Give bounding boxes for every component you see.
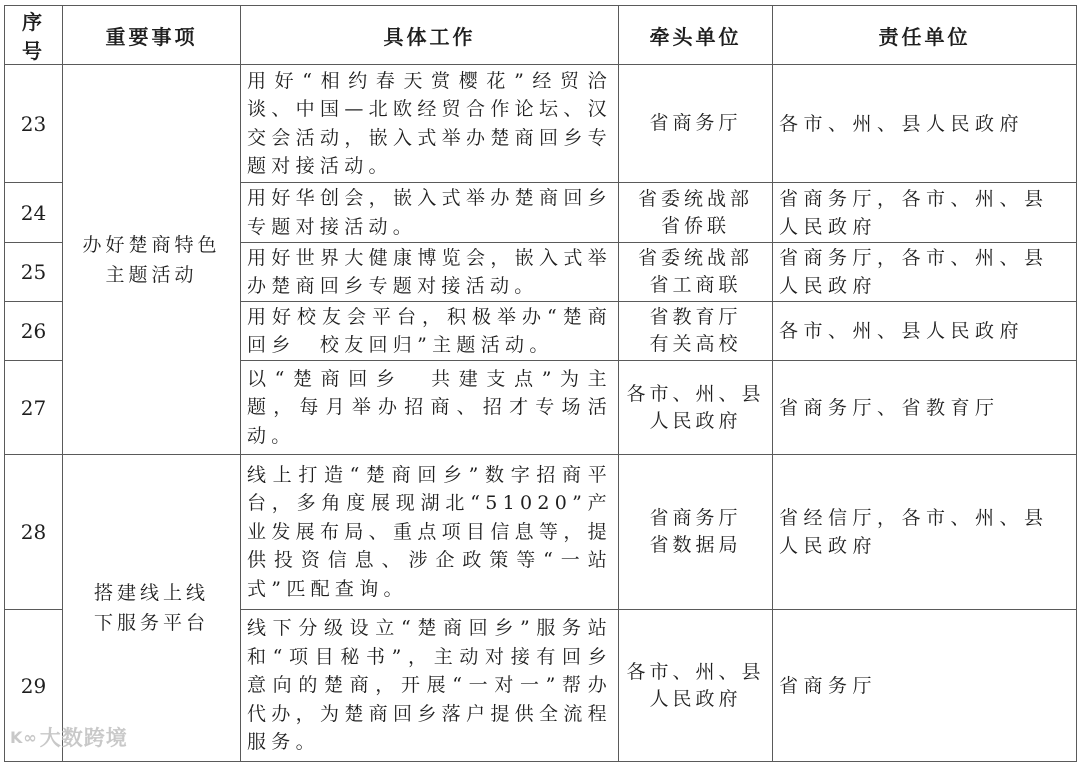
group-item: [63, 455, 241, 762]
row-no: 24: [5, 183, 63, 243]
row-lead: [619, 183, 773, 243]
row-resp: 各市、州、县人民政府: [773, 302, 1077, 361]
header-item: 重要事项: [63, 6, 241, 65]
row-work: 以“楚商回乡 共建支点”为主题，每月举办招商、招才专场活动。: [241, 361, 619, 455]
table-header-row: [5, 6, 1077, 65]
row-lead: [619, 65, 773, 183]
lead-unit: 省商务厅: [649, 112, 742, 134]
header-work: 具体工作: [241, 6, 619, 65]
row-resp: 省商务厅、省教育厅: [773, 361, 1077, 455]
row-resp: 各市、州、县人民政府: [773, 65, 1077, 183]
row-work: 用好“相约春天赏樱花”经贸洽谈、中国—北欧经贸合作论坛、汉交会活动，嵌入式举办楚商回乡专题对接活动。: [241, 65, 619, 183]
group-label-line: 办好楚商特色: [82, 233, 221, 256]
row-work: 线下分级设立“楚商回乡”服务站和“项目秘书”，主动对接有回乡意向的楚商，开展“一对一”帮办代办，为楚商回乡落户提供全流程服务。: [241, 610, 619, 762]
row-lead: [619, 361, 773, 455]
header-no: 序号: [5, 6, 63, 65]
group-item: [63, 65, 241, 455]
watermark-text: 大数跨境: [39, 726, 128, 750]
lead-unit: 省数据局: [649, 534, 742, 556]
lead-unit: 省委统战部: [637, 247, 753, 269]
row-lead: [619, 302, 773, 361]
row-work: 用好校友会平台，积极举办“楚商回乡 校友回归”主题活动。: [241, 302, 619, 361]
group-label-line: 下服务平台: [93, 612, 209, 634]
row-no: 26: [5, 302, 63, 361]
watermark: [10, 722, 128, 752]
row-no: 23: [5, 65, 63, 183]
lead-unit: 省商务厅: [649, 507, 742, 529]
row-no: 28: [5, 455, 63, 610]
row-work: 用好华创会，嵌入式举办楚商回乡专题对接活动。: [241, 183, 619, 243]
lead-unit: 省委统战部: [637, 187, 753, 210]
header-lead: 牵头单位: [619, 6, 773, 65]
lead-unit: 各市、州、县: [626, 382, 765, 405]
row-resp: 省商务厅，各市、州、县人民政府: [773, 183, 1077, 243]
work-plan-table: [4, 5, 1077, 762]
row-resp: 省经信厅，各市、州、县人民政府: [773, 455, 1077, 610]
row-work: 用好世界大健康博览会，嵌入式举办楚商回乡专题对接活动。: [241, 243, 619, 302]
lead-unit: 省工商联: [649, 274, 742, 296]
group-label-line: 主题活动: [105, 263, 198, 286]
row-work: 线上打造“楚商回乡”数字招商平台，多角度展现湖北“51020”产业发展布局、重点项目信息等，提供投资信息、涉企政策等“一站式”匹配查询。: [241, 455, 619, 610]
row-lead: [619, 243, 773, 302]
row-no: 25: [5, 243, 63, 302]
lead-unit: 省教育厅: [649, 306, 742, 328]
lead-unit: 有关高校: [649, 333, 742, 355]
table-row: [5, 455, 1077, 610]
group-label-line: 搭建线上线: [93, 582, 209, 604]
header-resp: 责任单位: [773, 6, 1077, 65]
lead-unit: 各市、州、县: [626, 660, 765, 683]
row-no: 29: [5, 610, 63, 762]
row-lead: [619, 610, 773, 762]
row-no: 27: [5, 361, 63, 455]
watermark-logo-icon: K∞: [10, 728, 38, 747]
lead-unit: 省侨联: [660, 214, 730, 237]
row-lead: [619, 455, 773, 610]
row-resp: 省商务厅，各市、州、县人民政府: [773, 243, 1077, 302]
table-row: [5, 65, 1077, 183]
row-resp: 省商务厅: [773, 610, 1077, 762]
lead-unit: 人民政府: [649, 687, 742, 710]
lead-unit: 人民政府: [649, 409, 742, 432]
